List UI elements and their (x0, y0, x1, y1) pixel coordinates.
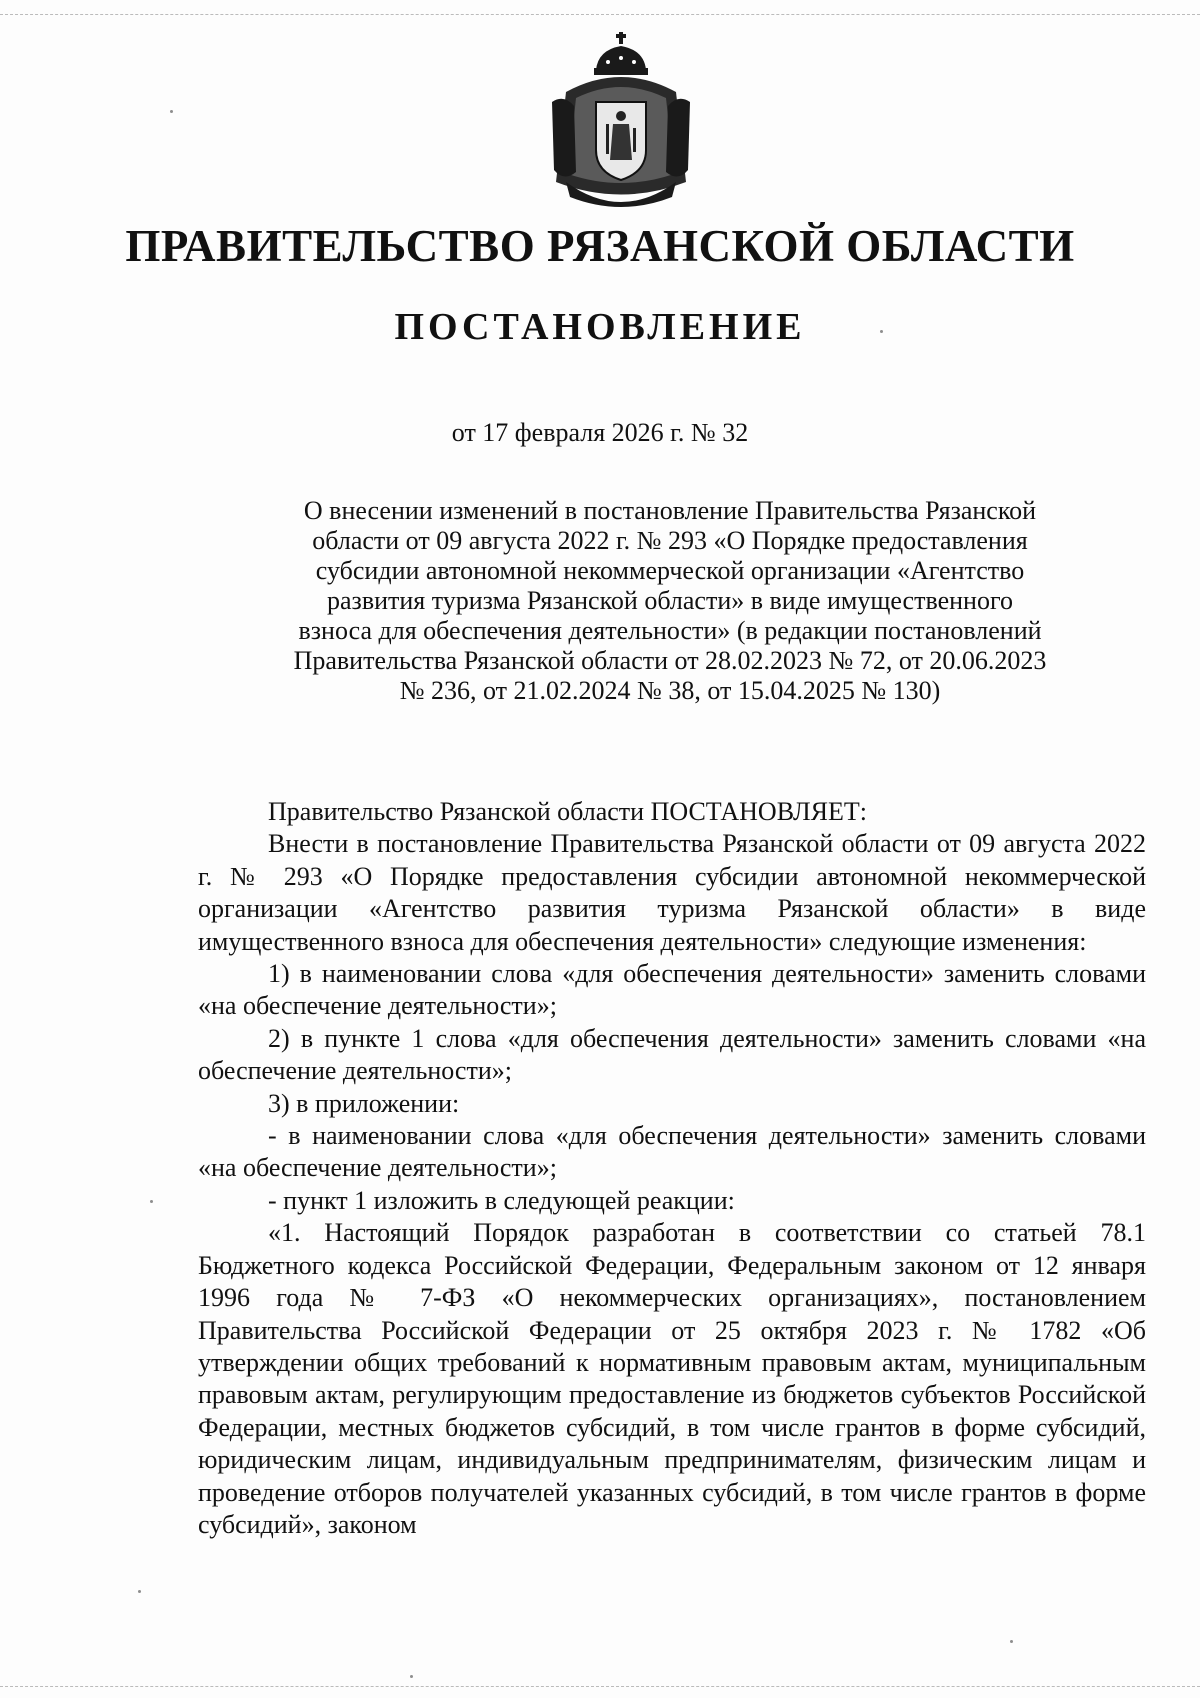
subject-line: О внесении изменений в постановление Правительства Рязанской (303, 496, 1037, 525)
subject-line: развития туризма Рязанской области» в виде имущественного (327, 586, 1013, 615)
body-paragraph: 1) в наименовании слова «для обеспечения деятельности» заменить словами «на обеспечение деятельности»; (198, 959, 1146, 1021)
subject-line: субсидии автономной некоммерческой организации «Агентство (315, 556, 1025, 585)
body-paragraph: Правительство Рязанской области ПОСТАНОВЛЯЕТ: (268, 797, 868, 826)
document-subject (240, 496, 1100, 706)
body-paragraph: 3) в приложении: (268, 1088, 460, 1118)
body-paragraph: - пункт 1 изложить в следующей реакции: (268, 1185, 735, 1215)
subject-line: области от 09 августа 2022 г. № 293 «О Порядке предоставления (312, 526, 1028, 555)
scan-speck (1010, 1640, 1013, 1643)
subject-line: взноса для обеспечения деятельности» (в редакции постановлений (298, 616, 1042, 645)
organization-title: ПРАВИТЕЛЬСТВО РЯЗАНСКОЙ ОБЛАСТИ (125, 221, 1075, 271)
scan-speck (138, 1590, 141, 1593)
document-type-heading: ПОСТАНОВЛЕНИЕ (394, 306, 806, 348)
body-paragraph: «1. Настоящий Порядок разработан в соответствии со статьей 78.1 Бюджетного кодекса Российской Федерации, Федеральным законом от 12 января 1996 года № 7-ФЗ «О некоммерческих организациях», постановлением Правительства Российской Федерации от 25 октября 2023 г. № 1782 «Об утверждении общих требований к нормативным правовым актам, муниципальным правовым актам, регулирующим предоставление из бюджетов субъектов Российской Федерации, местных бюджетов субсидий, в том числе грантов в форме субсидий, юридическим лицам, индивидуальным предпринимателям, физическим лицам и проведение отборов получателей указанных субсидий, в том числе грантов в форме субсидий», законом (198, 1218, 1146, 1539)
scan-speck (410, 1675, 413, 1678)
scan-speck (150, 1200, 153, 1203)
scan-speck (880, 330, 883, 333)
subject-line: № 236, от 21.02.2024 № 38, от 15.04.2025 № 130) (399, 676, 941, 705)
document-date-number: от 17 февраля 2026 г. № 32 (451, 418, 749, 447)
coat-of-arms-icon (546, 32, 696, 217)
body-paragraph: - в наименовании слова «для обеспечения деятельности» заменить словами «на обеспечение деятельности»; (198, 1121, 1146, 1183)
document-body (198, 796, 1146, 1541)
body-paragraph: Внести в постановление Правительства Рязанской области от 09 августа 2022 г. № 293 «О Порядке предоставления субсидии автономной некоммерческой организации «Агентство развития туризма Рязанской области» в виде имущественного взноса для обеспечения деятельности» следующие изменения: (198, 829, 1146, 956)
scan-edge-top (0, 14, 1200, 16)
scan-speck (170, 110, 173, 113)
scan-edge-bottom (0, 1686, 1200, 1688)
body-paragraph: 2) в пункте 1 слова «для обеспечения деятельности» заменить словами «на обеспечение деятельности»; (198, 1023, 1146, 1086)
subject-line: Правительства Рязанской области от 28.02.2023 № 72, от 20.06.2023 (293, 646, 1047, 675)
